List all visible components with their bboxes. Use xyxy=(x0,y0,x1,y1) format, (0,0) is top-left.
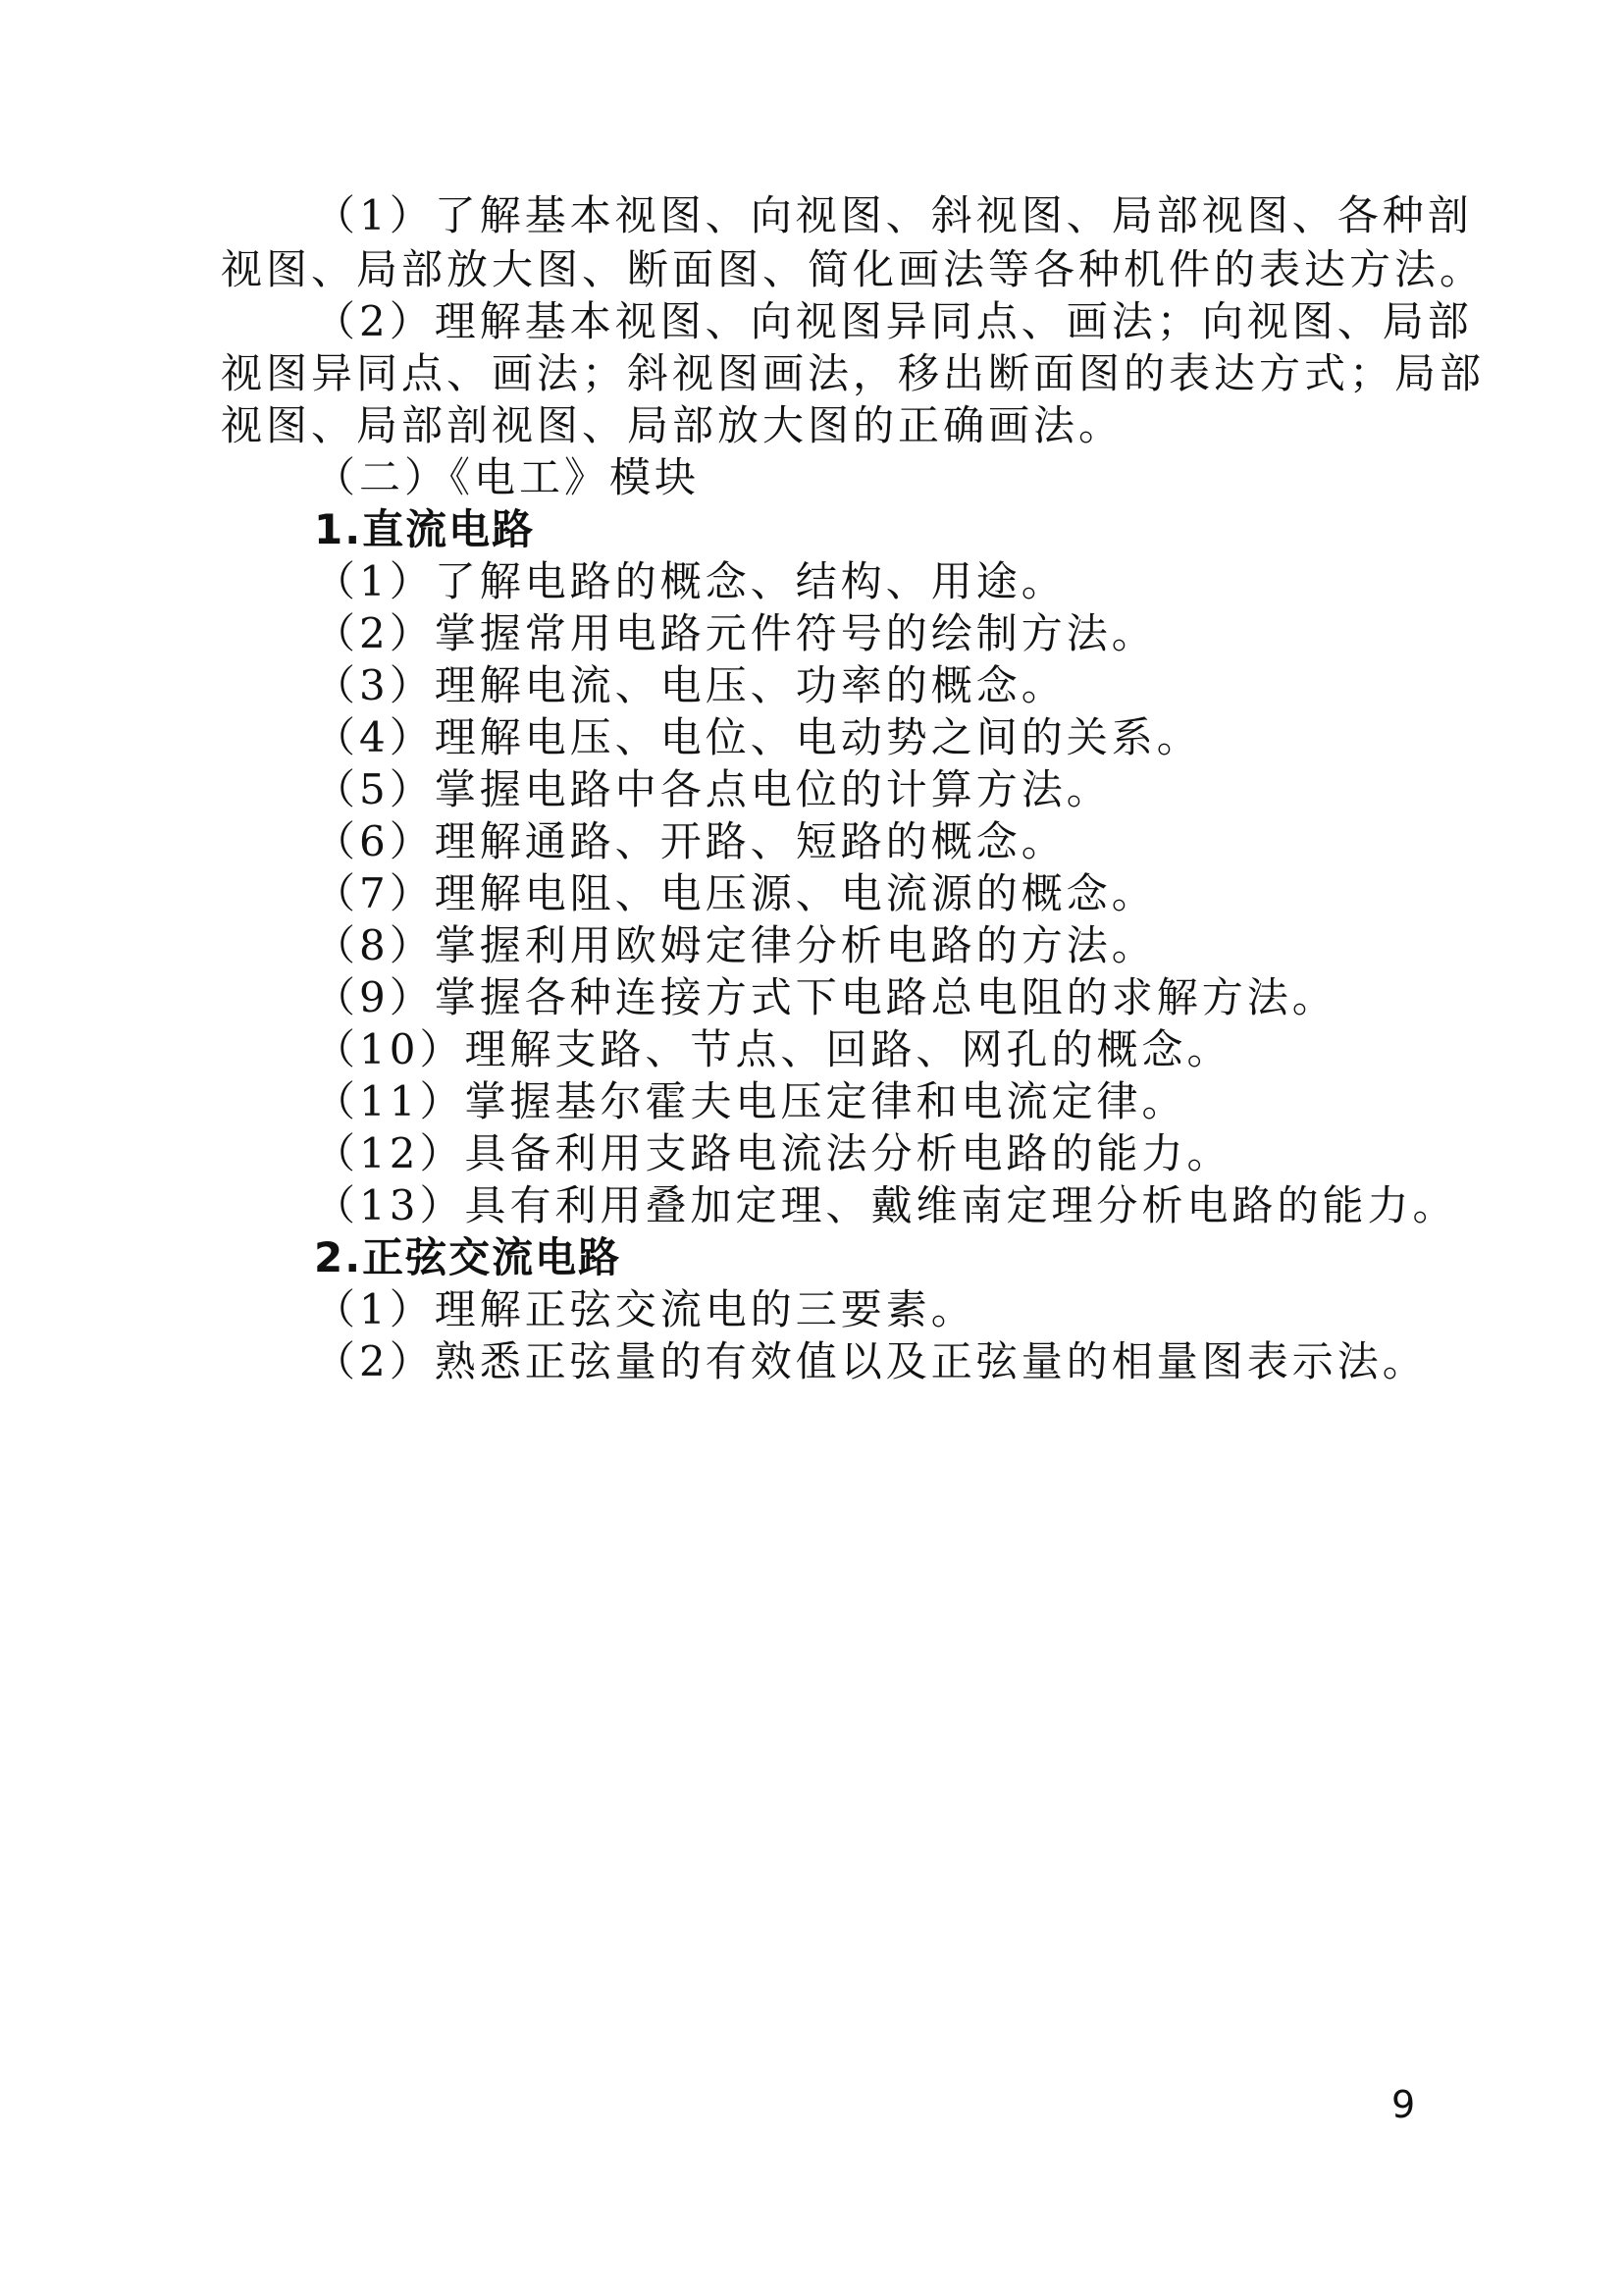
module-title: （二）《电工》模块 xyxy=(314,453,701,501)
section-1-item: （9）掌握各种连接方式下电路总电阻的求解方法。 xyxy=(314,973,1337,1021)
section-1-item: （6）理解通路、开路、短路的概念。 xyxy=(314,817,1067,865)
section-1-item: （11）掌握基尔霍夫电压定律和电流定律。 xyxy=(314,1077,1187,1125)
paragraph-2-line-1: （2）理解基本视图、向视图异同点、画法；向视图、局部 xyxy=(314,297,1473,345)
section-2-item: （1）理解正弦交流电的三要素。 xyxy=(314,1285,976,1333)
section-1-item: （1）了解电路的概念、结构、用途。 xyxy=(314,557,1067,605)
section-1-item: （10）理解支路、节点、回路、网孔的概念。 xyxy=(314,1025,1232,1073)
section-2-item: （2）熟悉正弦量的有效值以及正弦量的相量图表示法。 xyxy=(314,1337,1428,1385)
section-1-item: （13）具有利用叠加定理、戴维南定理分析电路的能力。 xyxy=(314,1181,1458,1229)
paragraph-2-line-3: 视图、局部剖视图、局部放大图的正确画法。 xyxy=(221,401,1125,449)
section-1-item: （4）理解电压、电位、电动势之间的关系。 xyxy=(314,713,1202,761)
section-2-heading: 2.正弦交流电路 xyxy=(314,1233,622,1281)
section-1-item: （8）掌握利用欧姆定律分析电路的方法。 xyxy=(314,921,1157,969)
section-1-item: （12）具备利用支路电流法分析电路的能力。 xyxy=(314,1129,1232,1177)
section-1-item: （2）掌握常用电路元件符号的绘制方法。 xyxy=(314,609,1157,657)
paragraph-1-line-1: （1）了解基本视图、向视图、斜视图、局部视图、各种剖 xyxy=(314,191,1473,239)
page-number: 9 xyxy=(1391,2083,1416,2126)
section-1-item: （3）理解电流、电压、功率的概念。 xyxy=(314,661,1067,709)
paragraph-2-line-2: 视图异同点、画法；斜视图画法，移出断面图的表达方式；局部 xyxy=(221,349,1486,397)
section-1-heading: 1.直流电路 xyxy=(314,505,536,553)
section-1-item: （7）理解电阻、电压源、电流源的概念。 xyxy=(314,869,1157,917)
paragraph-1-line-2: 视图、局部放大图、断面图、简化画法等各种机件的表达方法。 xyxy=(221,245,1486,293)
section-1-item: （5）掌握电路中各点电位的计算方法。 xyxy=(314,765,1112,813)
